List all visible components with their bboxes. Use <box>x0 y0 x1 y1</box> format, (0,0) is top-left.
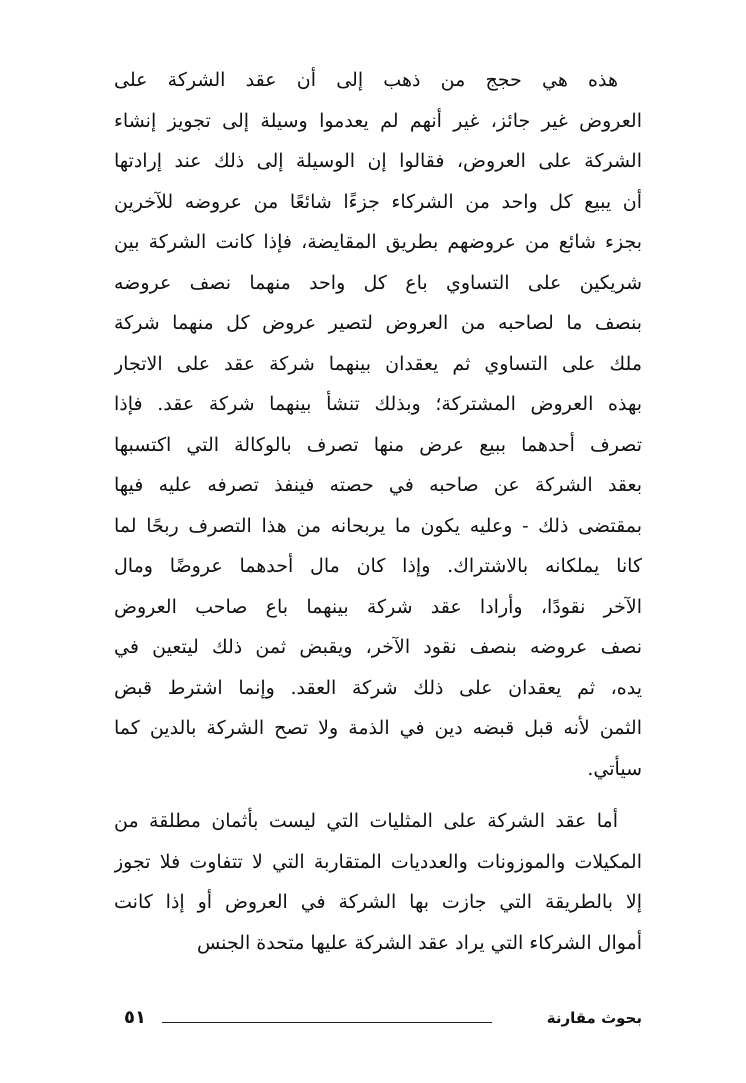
text-line: أما عقد الشركة على المثليات التي ليست بأثمان مطلقة من <box>114 810 618 832</box>
text-line: الثمن لأنه قبل قبضه دين في الذمة ولا تصح الشركة بالدين كما <box>114 717 642 739</box>
text-line: سيأتي. <box>587 757 642 780</box>
text-line: أن يبيع كل واحد من الشركاء جزءًا شائعًا من عروضه للآخرين <box>114 190 642 213</box>
text-line: بعقد الشركة عن صاحبه في حصته فينفذ تصرفه عليه فيها <box>114 474 642 496</box>
paragraph-2 <box>114 801 642 963</box>
paragraph-1 <box>114 60 642 789</box>
text-line: بنصف ما لصاحبه من العروض لتصير عروض كل منهما شركة <box>114 312 642 334</box>
page-number: ٥١ <box>124 1007 146 1028</box>
text-line: شريكين على التساوي باع كل واحد منهما نصف عروضه <box>114 271 642 294</box>
text-line: كانا يملكانه بالاشتراك. وإذا كان مال أحدهما عروضًا ومال <box>114 555 642 577</box>
text-line: بجزء شائع من عروضهم بطريق المقايضة، فإذا كانت الشركة بين <box>114 231 642 253</box>
text-line: إلا بالطريقة التي جازت بها الشركة في العروض أو إذا كانت <box>114 891 642 913</box>
text-line: تصرف أحدهما ببيع عرض منها تصرف بالوكالة التي اكتسبها <box>114 433 642 456</box>
text-line: المكيلات والموزونات والعدديات المتقاربة التي لا تتفاوت فلا تجوز <box>114 850 642 873</box>
text-line: نصف عروضه بنصف نقود الآخر، ويقبض ثمن ذلك ليتعين في <box>114 636 642 658</box>
page-footer <box>114 1005 642 1035</box>
paragraph-gap <box>114 789 642 801</box>
text-line: أموال الشركاء التي يراد عقد الشركة عليها متحدة الجنس <box>196 931 642 954</box>
text-line: الآخر نقودًا، وأرادا عقد شركة بينهما باع صاحب العروض <box>114 595 642 618</box>
text-line: يده، ثم يعقدان على ذلك شركة العقد. وإنما اشترط قبض <box>114 676 642 699</box>
text-line: الشركة على العروض، فقالوا إن الوسيلة إلى ذلك عند إرادتها <box>114 150 642 172</box>
footer-rule <box>162 1022 492 1023</box>
text-line: العروض غير جائز، غير أنهم لم يعدموا وسيلة إلى تجويز إنشاء <box>114 109 642 132</box>
text-line: بمقتضى ذلك - وعليه يكون ما يربحانه من هذا التصرف ربحًا لما <box>114 514 642 537</box>
text-line: ملك على التساوي ثم يعقدان بينهما شركة عقد على الاتجار <box>114 352 642 375</box>
journal-name: بحوث مقارنة <box>546 1009 642 1027</box>
text-line: بهذه العروض المشتركة؛ وبذلك تنشأ بينهما شركة عقد. فإذا <box>114 393 642 415</box>
body-text <box>114 60 642 963</box>
text-line: هذه هي حجج من ذهب إلى أن عقد الشركة على <box>114 69 618 91</box>
